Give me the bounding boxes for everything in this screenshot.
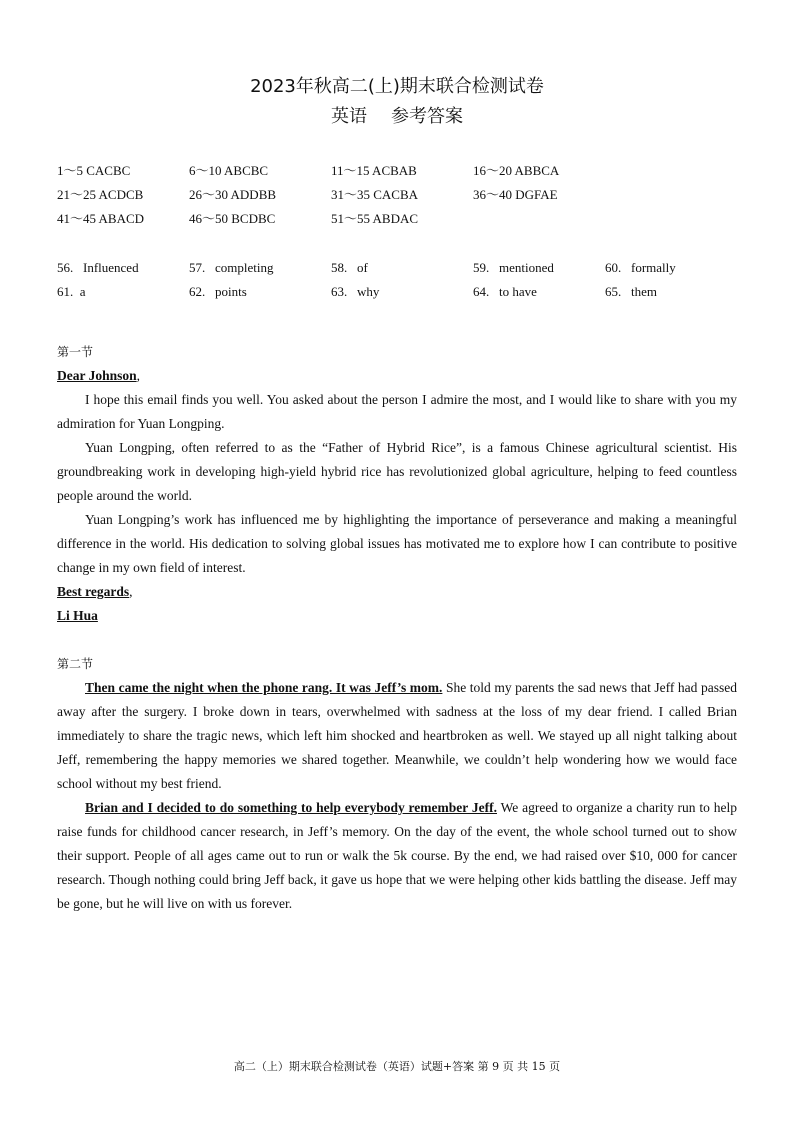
fill-answer: 59. mentioned [473,260,554,275]
answer-group: 21～25 ACDCB [57,187,144,202]
answer-group: 31～35 CACBA [331,187,419,202]
letter-closing [57,583,133,601]
subject-label: 英语 [331,106,367,127]
answer-group: 46～50 BCDBC [189,211,276,226]
letter-signature [57,607,98,625]
answer-group: 36～40 DGFAE [473,187,558,202]
answer-group: 16～20 ABBCA [473,163,560,178]
fill-answer: 64. to have [473,284,537,299]
answer-group: 6～10 ABCBC [189,163,269,178]
fill-answer: 58. of [331,260,368,275]
answer-group: 26～30 ADDBB [189,187,277,202]
signature-text: Li Hua [57,608,98,623]
closing-text: Best regards [57,584,130,599]
fill-answer: 65. them [605,284,657,299]
fill-answer: 63. why [331,284,380,299]
fill-answer: 57. completing [189,260,274,275]
answer-group: 41～45 ABACD [57,211,145,226]
letter-paragraph: I hope this email finds you well. You asked about the person I admire the most, and I would like to share with you my admiration for Yuan Longping. [57,392,737,431]
story-paragraph [57,676,737,796]
letter-paragraph: Yuan Longping, often referred to as the “Father of Hybrid Rice”, is a famous Chinese agricultural scientist. His groundbreaking work in developing high-yield hybrid rice has revolutionized global agriculture, helping to feed countless people around the world. [57,440,737,503]
story-lead-sentence: Brian and I decided to do something to help everybody remember Jeff. [85,800,497,815]
story-body: She told my parents the sad news that Jeff had passed away after the surgery. I broke down in tears, overwhelmed with sadness at the loss of my dear friend. I called Brian immediately to share the tragic news, which left him shocked and heartbroken as well. We stayed up all night talking about Jeff, remembering the happy memories we shared together. Meanwhile, we couldn’t help wondering how we would face school without my best friend. [57,680,737,791]
answer-key-label: 参考答案 [391,106,463,127]
page-footer: 高二（上）期末联合检测试卷（英语）试题+答案 第 9 页 共 15 页 [233,1060,561,1073]
section-1-label: 第一节 [57,345,94,359]
salutation-name: Dear Johnson [57,368,137,383]
fill-answer: 61. a [57,284,86,299]
page-title: 2023年秋高二(上)期末联合检测试卷 [250,76,544,97]
answer-group: 1～5 CACBC [57,163,131,178]
fill-answer: 62. points [189,284,247,299]
letter-salutation [57,367,140,385]
page-subtitle [0,106,794,128]
salutation-punct: , [136,368,141,383]
answer-group: 51～55 ABDAC [331,211,419,226]
answer-group: 11～15 ACBAB [331,163,417,178]
section-2-label: 第二节 [57,657,94,671]
story-lead-sentence: Then came the night when the phone rang. It was Jeff’s mom. [85,680,443,695]
letter-paragraph: Yuan Longping’s work has influenced me by highlighting the importance of perseverance and making a meaningful difference in the world. His dedication to solving global issues has motivated me to explore how I can contribute to positive change in my own field of interest. [57,512,737,575]
fill-answer: 56. Influenced [57,260,139,275]
story-paragraph [57,796,737,916]
closing-punct: , [129,584,133,599]
story-body: We agreed to organize a charity run to help raise funds for childhood cancer research, in Jeff’s memory. On the day of the event, the whole school turned out to show their support. People of all ages came out to run or walk the 5k course. By the end, we had raised over $10, 000 for cancer research. Though nothing could bring Jeff back, it gave us hope that we were helping other kids battling the disease. Jeff may be gone, but he will live on with us forever. [57,800,737,911]
fill-answer: 60. formally [605,260,676,275]
